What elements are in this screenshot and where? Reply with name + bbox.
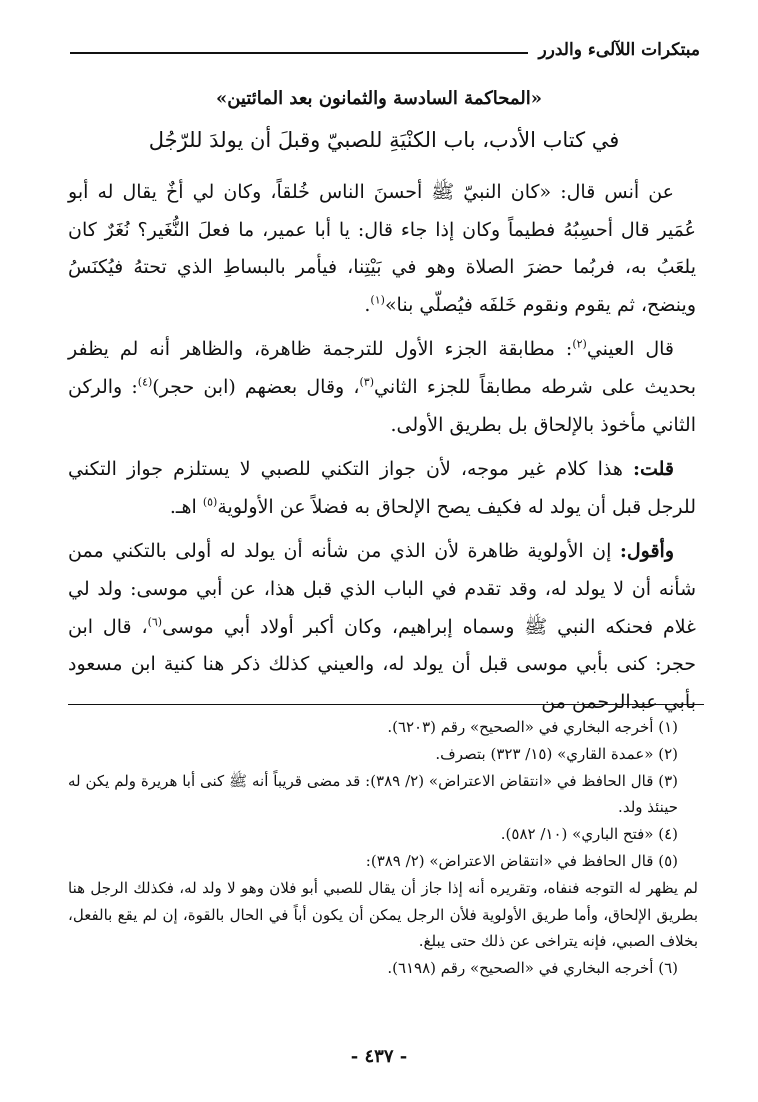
footnote-ref: (٥) [202,495,218,509]
main-text [68,174,696,728]
body-paragraph [68,533,696,721]
paragraph-text: : مطابقة الجزء الأول للترجمة ظاهرة، والظاهر أنه لم يظفر بحديث على شرطه مطابقاً للجزء الثاني [68,338,696,398]
paragraph-text: ، قال ابن حجر: كنى بأبي موسى قبل أن يولد له، والعيني كذلك ذكر هنا كنية ابن مسعود بأبي عبدالرحمن من [68,615,696,713]
body-paragraph [68,451,696,526]
chapter-title: «المحاكمة السادسة والثمانون بعد المائتين» [215,88,543,109]
footnote: لم يظهر له التوجه فنفاه، وتقريره أنه إذا جاز أن يقال للصبي أبو فلان وهو لا ولد له، فكذلك الرجل هنا بطريق الإلحاق، وأما طريق الأولوية فلأن الرجل يمكن أن يكون أباً في الحال بالقوة، إن لم يقع بالفعل، بخلاف الصبي، فإنه يتراخى عن ذلك حتى يبلغ. [68,878,698,951]
footnote: (٤) «فتح الباري» (١٠/ ٥٨٢). [500,825,678,844]
running-title: مبتكرات اللآلىء والدرر [538,40,700,60]
paragraph-text: عن أنس قال: «كان النبيّ ﷺ أحسنَ الناس خُلقاً، وكان لي أخٌ يقال له أبو عُمَير قال أحسِبُهُ فطيماً وكان إذا جاء قال: يا أبا عمير، ما فعلَ النُّغَير؟ نُغَرٌ كان يلعَبُ به، فربُما حضرَ الصلاة وهو في بَيْتِنا، فيأمر بالبساطِ الذي تحتهُ فيُكنَسُ وينضح، ثم يقوم ونقوم خَلفَه فيُصلّي بنا» [68,181,696,316]
footnote-ref: (١) [370,293,385,307]
paragraph-lead: قلت: [632,458,674,481]
paragraph-text: . [364,293,371,316]
running-header [70,30,700,60]
chapter-subtitle: في كتاب الأدب، باب الكنْيَةِ للصبيّ وقبلَ أن يولدَ للرّجُل [148,128,620,152]
footnote: (٢) «عمدة القاري» (١٥/ ٣٢٣) بتصرف. [435,744,678,763]
header-rule [70,52,528,54]
body-paragraph [68,174,696,324]
footnote: (١) أخرجه البخاري في «الصحيح» رقم (٦٢٠٣). [387,718,678,736]
footnote-ref: (٤) [137,375,153,389]
paragraph-text: هذا كلام غير موجه، لأن جواز التكني للصبي لا يستلزم جواز التكني للرجل قبل أن يولد له فكيف يصح الإلحاق به فضلاً عن الأولوية [68,458,696,518]
footnote-ref: (٣) [359,375,374,389]
page-number: - ٤٣٧ - [350,1046,408,1067]
footnote: (٦) أخرجه البخاري في «الصحيح» رقم (٦١٩٨). [387,959,678,978]
paragraph-text: قال العيني [586,338,674,361]
footnote-ref: (٦) [147,615,163,629]
footnote: (٣) قال الحافظ في «انتقاض الاعتراض» (٢/ ٣٨٩): قد مضى قريباً أنه ﷺ كنى أبا هريرة ولم يكن له حينئذ ولد. [68,771,678,817]
paragraph-lead: وأقول: [619,540,674,563]
footnote-ref: (٢) [572,338,587,352]
paragraph-text: : والركن الثاني مأخوذ بالإلحاق بل بطريق الأولى. [68,375,696,436]
body-paragraph [68,331,696,444]
footnote-divider [68,704,704,705]
paragraph-text: إن الأولوية ظاهرة لأن الذي من شأنه أن يولد له أولى بالتكني ممن شأنه أن لا يولد له، وقد تقدم في الباب الذي قبل هذا، عن أبي موسى: ولد لي غلام فحنكه النبي ﷺ وسماه إبراهيم، وكان أكبر أولاد أبي موسى [68,540,696,638]
paragraph-text: ، وقال بعضهم (ابن حجر) [152,375,360,398]
paragraph-text: اهـ. [169,495,203,518]
footnote: (٥) قال الحافظ في «انتقاض الاعتراض» (٢/ ٣٨٩): [365,851,678,870]
footnotes [68,714,698,982]
